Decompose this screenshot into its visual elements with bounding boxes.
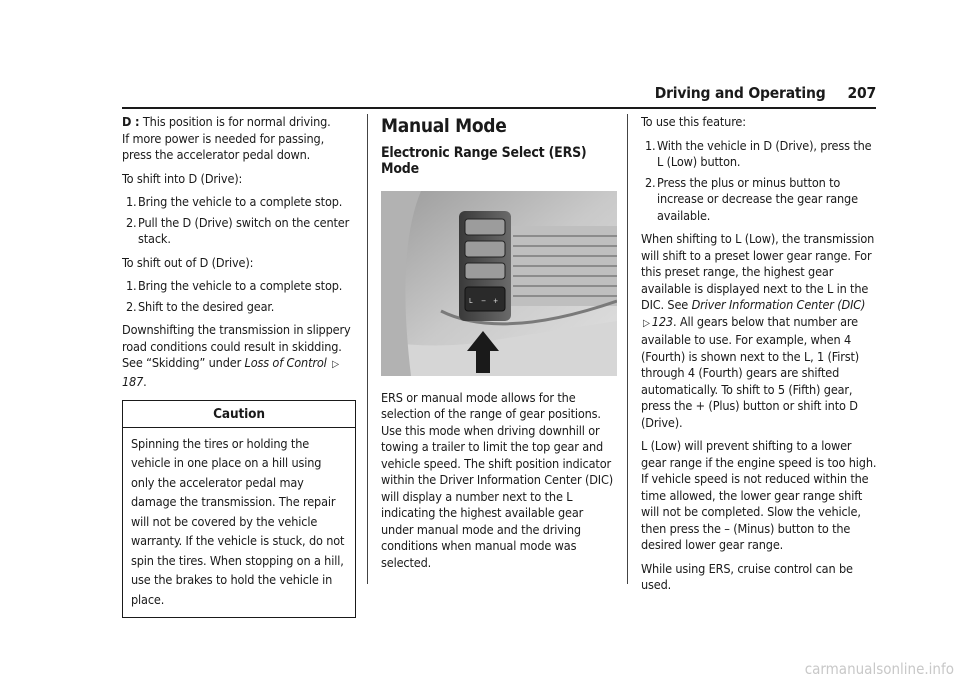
- list-item: 2. Shift to the desired gear.: [126, 298, 275, 314]
- list-item: 2. Pull the D (Drive) switch on the center stack.: [126, 214, 350, 246]
- section-title: Driving and Operating: [654, 84, 826, 102]
- shift-into-title: To shift into D (Drive):: [122, 170, 243, 186]
- d-label: D :: [122, 114, 140, 129]
- dic-link[interactable]: Driver Information Center (DIC) ▷ 123: [641, 297, 865, 329]
- column-2: [381, 114, 617, 578]
- page-ref-icon: ▷: [332, 359, 339, 370]
- shift-out-title: To shift out of D (Drive):: [122, 254, 254, 270]
- list-item: 2. Press the plus or minus button to increase or decrease the gear range available.: [645, 174, 858, 223]
- ers-subheading: Electronic Range Select (ERS) Mode: [381, 144, 587, 177]
- column-3: [641, 114, 877, 601]
- loss-of-control-link[interactable]: Loss of Control ▷187: [122, 355, 339, 389]
- watermark: carmanualsonline.info: [804, 660, 954, 678]
- header-rule: [122, 107, 876, 109]
- manual-mode-heading: Manual Mode: [381, 115, 507, 137]
- shift-out-steps: [122, 278, 356, 315]
- caution-text: Spinning the tires or holding the vehicle in one place on a hill using only the accelerator pedal may damage the transmission. The repair will not be covered by the vehicle warranty. If the vehicle is stuck, do not spin the tires. When stopping on a hill, use the brakes to hold the vehicle in place.: [131, 435, 345, 607]
- svg-text:+: +: [493, 296, 499, 305]
- low-prevent-paragraph: L (Low) will prevent shifting to a lower gear range if the engine speed is too high.: [641, 438, 877, 470]
- svg-text:−: −: [481, 296, 487, 305]
- speed-paragraph: If vehicle speed is not reduced within the time allowed, the lower gear range shift will not be completed. Slow the vehicle, then press the – (Minus) button to the desired lower gear range.: [641, 471, 869, 552]
- list-item: 1. Bring the vehicle to a complete stop.: [126, 278, 343, 293]
- page-number: 207: [847, 84, 876, 102]
- column-divider: [367, 114, 368, 584]
- list-item: 1. With the vehicle in D (Drive), press the L (Low) button.: [645, 137, 872, 169]
- page-header: [0, 84, 876, 102]
- downshift-paragraph: Downshifting the transmission in slippery road conditions could result in skidding. See “Skidding” under Loss of Control ▷187.: [122, 322, 351, 389]
- cruise-paragraph: While using ERS, cruise control can be used.: [641, 560, 853, 592]
- caution-title: Caution: [123, 401, 355, 428]
- column-divider: [627, 114, 628, 584]
- ers-body: ERS or manual mode allows for the selection of the range of gear positions. Use this mode when driving downhill or towing a trailer to limit the top gear and vehicle speed. The shift position indicator within the Driver Information Center (DIC) will display a number next to the L indicating the highest available gear under manual mode and the driving conditions when manual mode was selected.: [381, 389, 614, 570]
- feature-intro: To use this feature:: [641, 114, 746, 129]
- caution-box: [122, 400, 356, 618]
- list-item: 1. Bring the vehicle to a complete stop.: [126, 194, 343, 209]
- page-ref-icon: ▷: [643, 317, 650, 329]
- d-text-2: If more power is needed for passing, press the accelerator pedal down.: [122, 130, 325, 162]
- shift-into-steps: [122, 194, 356, 248]
- svg-text:L: L: [469, 296, 473, 305]
- d-text: This position is for normal driving.: [142, 114, 331, 129]
- ers-switch-photo: [381, 191, 617, 376]
- d-position-paragraph: [122, 114, 356, 164]
- low-shift-paragraph: When shifting to L (Low), the transmission will shift to a preset lower gear range. For this preset range, the highest gear available is displayed next to the L in the DIC. See Driver Information Center (DIC) ▷ 123. All gears below that number are available to use. For example, when 4 (Fourth) is shown next to the L, 1 (First) through 4 (Fourth) gears are shifted automatically. To shift to 5 (Fifth) gear, press the + (Plus) button or shift into D (Drive).: [641, 231, 875, 430]
- feature-steps: [641, 138, 877, 225]
- column-1: [122, 114, 356, 618]
